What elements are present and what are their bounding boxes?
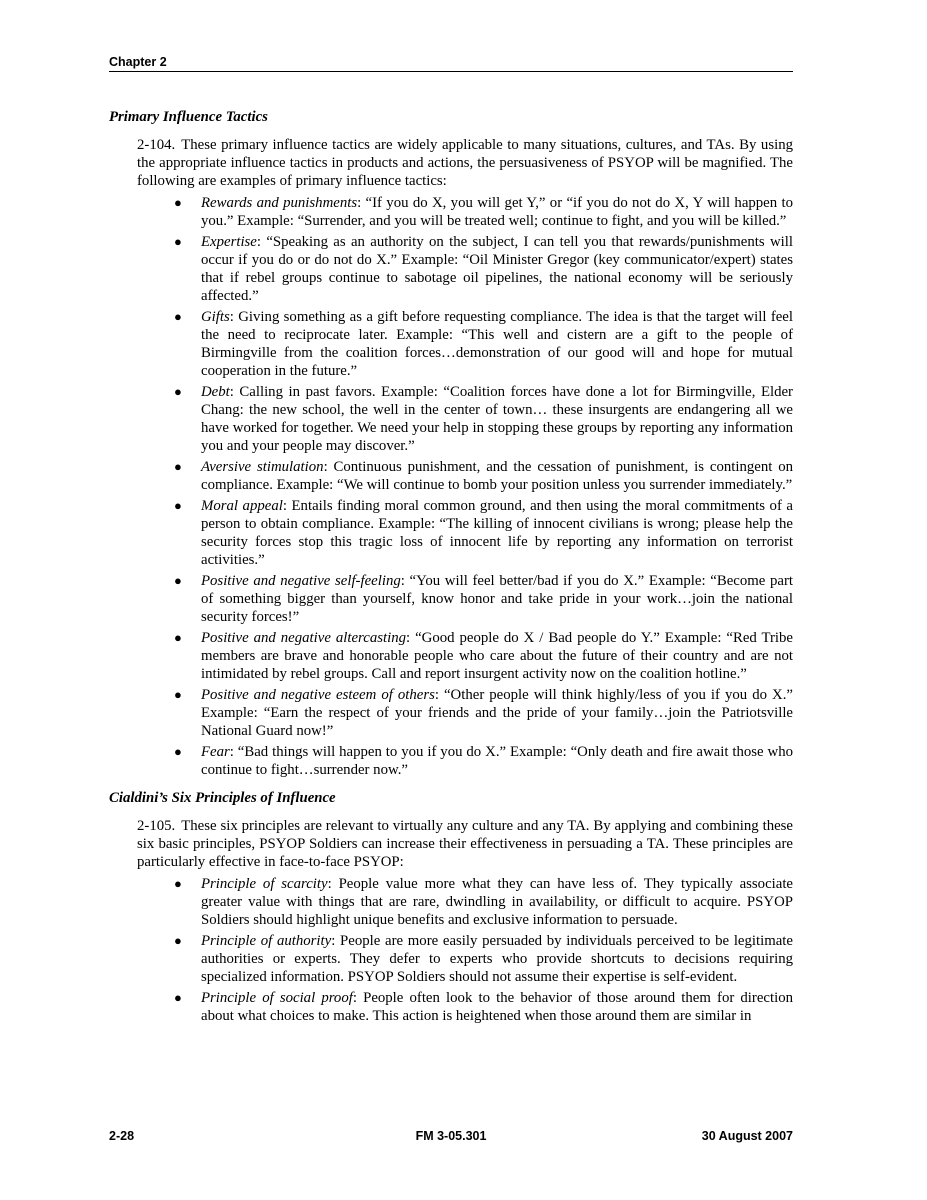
list-item-text: : Entails finding moral common ground, and then using the moral commitments of a person to obtain compliance. Example: “The killing of innocent civilians is wrong; please help the security forces stop this tragic loss of innocent life by reporting any information on terrorist activities.” [201,498,793,568]
list-item-term: Principle of social proof [201,990,353,1006]
primary-tactics-list [109,194,793,779]
list-item-term: Positive and negative altercasting [201,630,406,646]
list-item-text: : “Good people do X / Bad people do Y.” Example: “Red Tribe members are brave and honorable people who care about the future of their country and are not intimidated by rebel groups. Call and report insurgent activity now on the coalition hotline.” [201,630,794,682]
list-item-term: Aversive stimulation [201,459,324,475]
bullet-icon: ● [174,384,182,399]
list-item [174,194,793,230]
section-heading-primary-influence: Primary Influence Tactics [109,109,268,125]
list-item-text: : “You will feel better/bad if you do X.” Example: “Become part of something bigger than yourself, know honor and take pride in your work…join the national security forces!” [201,573,793,625]
list-item-text: : People often look to the behavior of those around them for direction about what choices to make. This action is heightened when those around them are similar in [201,990,793,1024]
footer-page-number: 2-28 [109,1129,135,1143]
list-item-text: : Giving something as a gift before requesting compliance. The idea is that the target will feel the need to reciprocate later. Example: “This well and cistern are a gift to the people of Birmingville from the coalition forces…demonstration of our good will and hope for mutual cooperation in the future.” [201,309,793,379]
cialdini-principles-list [109,875,793,1025]
list-item-term: Principle of authority [201,933,332,949]
bullet-icon: ● [174,687,182,702]
list-item-text: : “Bad things will happen to you if you do X.” Example: “Only death and fire await those who continue to fight…surrender now.” [201,744,793,778]
bullet-icon: ● [174,933,182,948]
bullet-icon: ● [174,195,182,210]
page-body [109,108,793,1028]
bullet-icon: ● [174,309,182,324]
bullet-icon: ● [174,459,182,474]
list-item-term: Positive and negative esteem of others [201,687,435,703]
list-item-text: : Continuous punishment, and the cessation of punishment, is contingent on compliance. Example: “We will continue to bomb your position unless you surrender immediately.” [201,459,793,493]
list-item [174,743,793,779]
paragraph-2-105 [137,817,793,871]
list-item-term: Expertise [201,234,257,250]
footer-date: 30 August 2007 [701,1129,793,1143]
list-item [174,572,793,626]
bullet-icon: ● [174,744,182,759]
list-item-text: : “Other people will think highly/less of you if you do X.” Example: “Earn the respect of your friends and the pride of your family…join the Patriotsville National Guard now!” [201,687,793,739]
list-item [174,932,793,986]
bullet-icon: ● [174,234,182,249]
list-item-text: : Calling in past favors. Example: “Coalition forces have done a lot for Birmingville, Elder Chang: the new school, the well in the center of town… these insurgents are endangering all we have worked for together. We need your help in stopping these groups by reporting any information you and your people may discover.” [201,384,793,454]
list-item-term: Moral appeal [201,498,283,514]
bullet-icon: ● [174,876,182,891]
list-item [174,686,793,740]
list-item-term: Fear [201,744,230,760]
paragraph-number: 2-104. [137,137,176,153]
list-item-text: : “Speaking as an authority on the subject, I can tell you that rewards/punishments will occur if you do or do not do X.” Example: “Oil Minister Gregor (key communicator/expert) states that if rebel groups continue to sabotage oil pipelines, the national economy will be seriously affected.” [201,234,793,304]
list-item-term: Rewards and punishments [201,195,358,211]
bullet-icon: ● [174,630,182,645]
list-item [174,875,793,929]
list-item [174,629,794,683]
bullet-icon: ● [174,498,182,513]
paragraph-text: These six principles are relevant to virtually any culture and any TA. By applying and combining these six basic principles, PSYOP Soldiers can increase their effectiveness in persuading a TA. These principles are particularly effective in face-to-face PSYOP: [137,818,793,870]
list-item [174,233,793,305]
list-item-term: Debt [201,384,230,400]
paragraph-text: These primary influence tactics are widely applicable to many situations, cultures, and TAs. By using the appropriate influence tactics in products and actions, the persuasiveness of PSYOP will be magnified. The following are examples of primary influence tactics: [137,137,793,189]
list-item [174,383,793,455]
list-item [174,308,793,380]
chapter-header: Chapter 2 [109,54,793,72]
list-item-text: : “If you do X, you will get Y,” or “if you do not do X, Y will happen to you.” Example: “Surrender, and you will be treated well; continue to fight, and you will be killed.” [201,195,793,229]
footer-document-id: FM 3-05.301 [415,1129,487,1143]
list-item-text: : People value more what they can have less of. They typically associate greater value with things that are rare, dwindling in availability, or difficult to acquire. PSYOP Soldiers should highlight unique benefits and exclusive information to persuade. [201,876,793,928]
list-item-term: Gifts [201,309,230,325]
paragraph-number: 2-105. [137,818,176,834]
list-item-term: Principle of scarcity [201,876,328,892]
list-item-text: : People are more easily persuaded by individuals perceived to be legitimate authorities or experts. They defer to experts who provide shortcuts to decisions requiring specialized information. PSYOP Soldiers should not assume their expertise is self-evident. [201,933,793,985]
list-item-term: Positive and negative self-feeling [201,573,401,589]
list-item [174,989,793,1025]
list-item [174,497,793,569]
bullet-icon: ● [174,990,182,1005]
paragraph-2-104 [137,136,793,190]
bullet-icon: ● [174,573,182,588]
section-heading-cialdini: Cialdini’s Six Principles of Influence [109,790,336,806]
list-item [174,458,793,494]
